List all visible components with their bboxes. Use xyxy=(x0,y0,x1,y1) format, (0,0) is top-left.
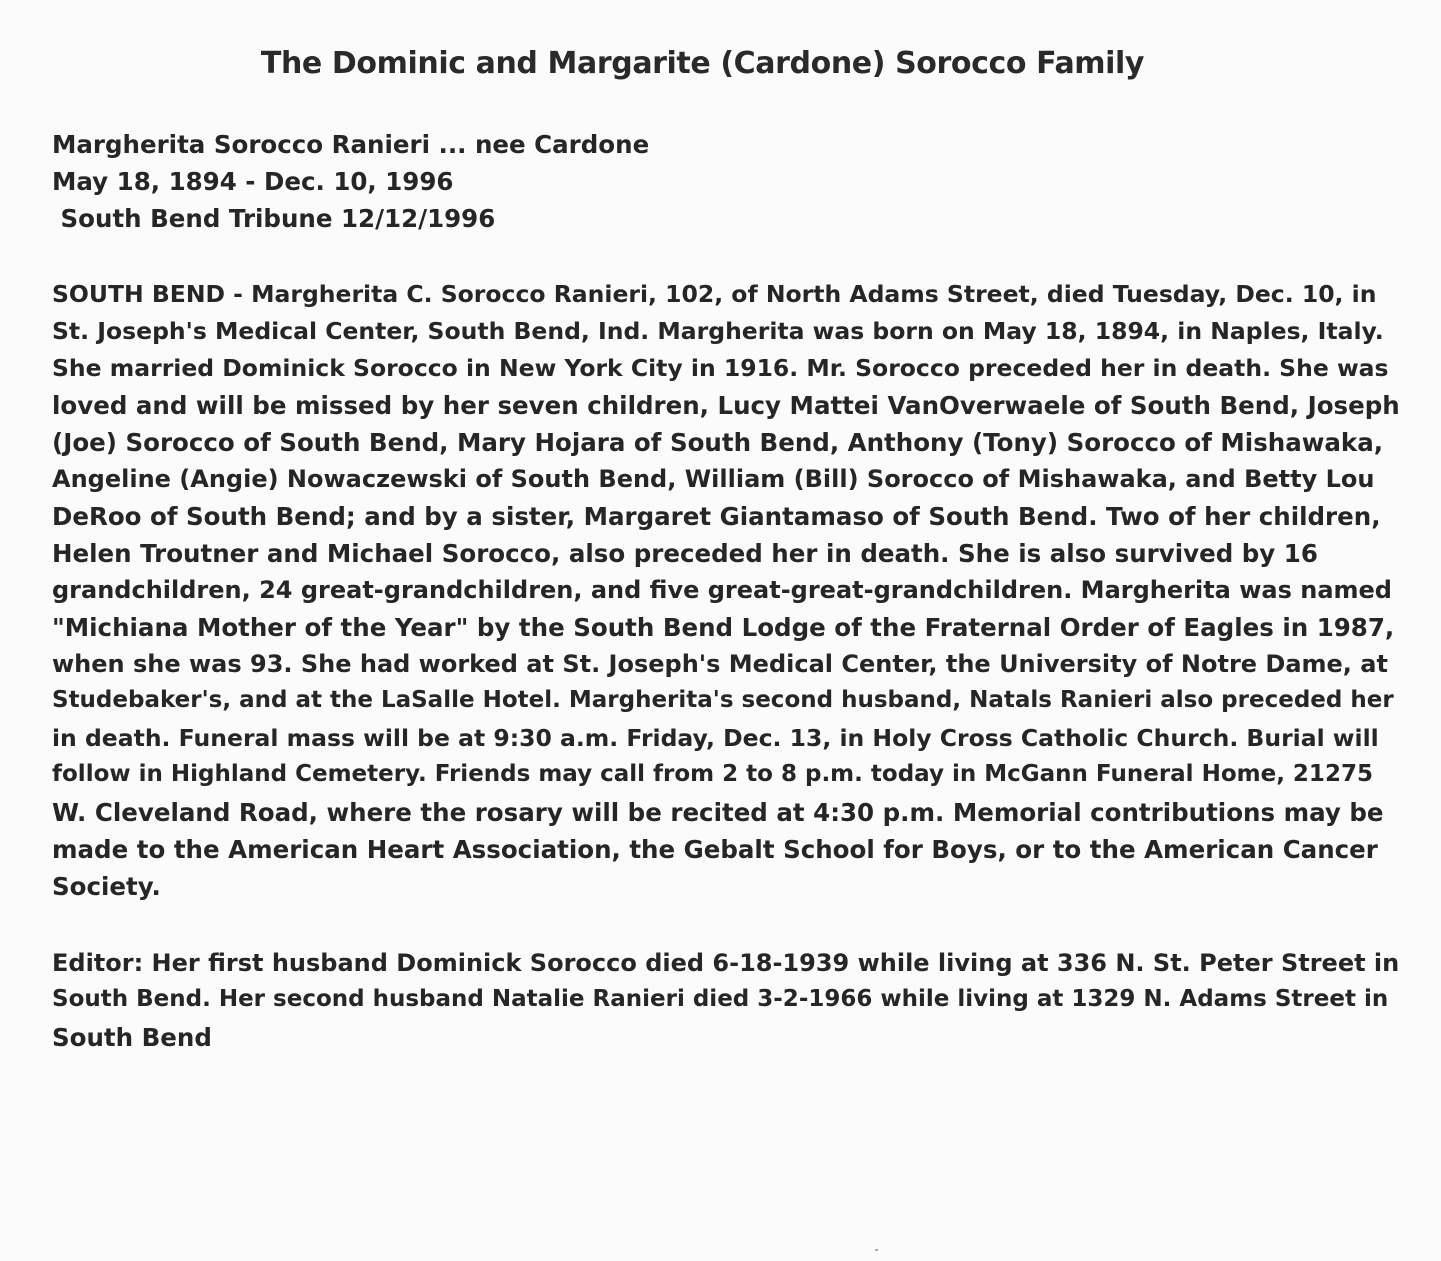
obituary-line: when she was 93. She had worked at St. Joseph's Medical Center, the University of Notre Dame, at xyxy=(52,650,1388,678)
scan-speck xyxy=(875,1249,878,1251)
obituary-line: DeRoo of South Bend; and by a sister, Margaret Giantamaso of South Bend. Two of her children, xyxy=(52,502,1381,531)
obituary-line: Studebaker's, and at the LaSalle Hotel. Margherita's second husband, Natals Ranieri also preceded her xyxy=(52,687,1394,713)
obituary-line: "Michiana Mother of the Year" by the South Bend Lodge of the Fraternal Order of Eagles in 1987, xyxy=(52,613,1395,642)
obituary-line: Helen Troutner and Michael Sorocco, also preceded her in death. She is also survived by 16 xyxy=(52,539,1318,568)
obituary-line: made to the American Heart Association, the Gebalt School for Boys, or to the American Cancer xyxy=(52,835,1378,864)
obituary-line: St. Joseph's Medical Center, South Bend, Ind. Margherita was born on May 18, 1894, in Naples, Italy. xyxy=(52,317,1384,345)
obituary-line: Angeline (Angie) Nowaczewski of South Bend, William (Bill) Sorocco of Mishawaka, and Betty Lou xyxy=(52,465,1375,493)
header-dates-line: May 18, 1894 - Dec. 10, 1996 xyxy=(52,167,454,196)
obituary-line: (Joe) Sorocco of South Bend, Mary Hojara of South Bend, Anthony (Tony) Sorocco of Mishawaka, xyxy=(52,428,1384,457)
obituary-line: follow in Highland Cemetery. Friends may call from 2 to 8 p.m. today in McGann Funeral Home, 21275 xyxy=(52,761,1373,787)
obituary-line: W. Cleveland Road, where the rosary will be recited at 4:30 p.m. Memorial contributions may be xyxy=(52,798,1384,827)
header-source-line: South Bend Tribune 12/12/1996 xyxy=(52,204,496,233)
editor-note-line: South Bend. Her second husband Natalie Ranieri died 3-2-1966 while living at 1329 N. Adams Street in xyxy=(52,986,1389,1012)
header-name-line: Margherita Sorocco Ranieri ... nee Cardone xyxy=(52,130,650,159)
obituary-line: She married Dominick Sorocco in New York City in 1916. Mr. Sorocco preceded her in death. She was xyxy=(52,354,1389,382)
obituary-line: grandchildren, 24 great-grandchildren, and five great-great-grandchildren. Margherita was named xyxy=(52,576,1392,604)
editor-note-line: Editor: Her first husband Dominick Sorocco died 6-18-1939 while living at 336 N. St. Peter Street in xyxy=(52,949,1400,977)
editor-note-line: South Bend xyxy=(52,1023,212,1052)
obituary-line: SOUTH BEND - Margherita C. Sorocco Ranieri, 102, of North Adams Street, died Tuesday, Dec. 10, in xyxy=(52,280,1377,308)
obituary-line: in death. Funeral mass will be at 9:30 a.m. Friday, Dec. 13, in Holy Cross Catholic Church. Burial will xyxy=(52,724,1379,752)
page-title: The Dominic and Margarite (Cardone) Sorocco Family xyxy=(260,46,1145,81)
obituary-line: loved and will be missed by her seven children, Lucy Mattei VanOverwaele of South Bend, Joseph xyxy=(52,391,1400,420)
obituary-line: Society. xyxy=(52,872,161,901)
